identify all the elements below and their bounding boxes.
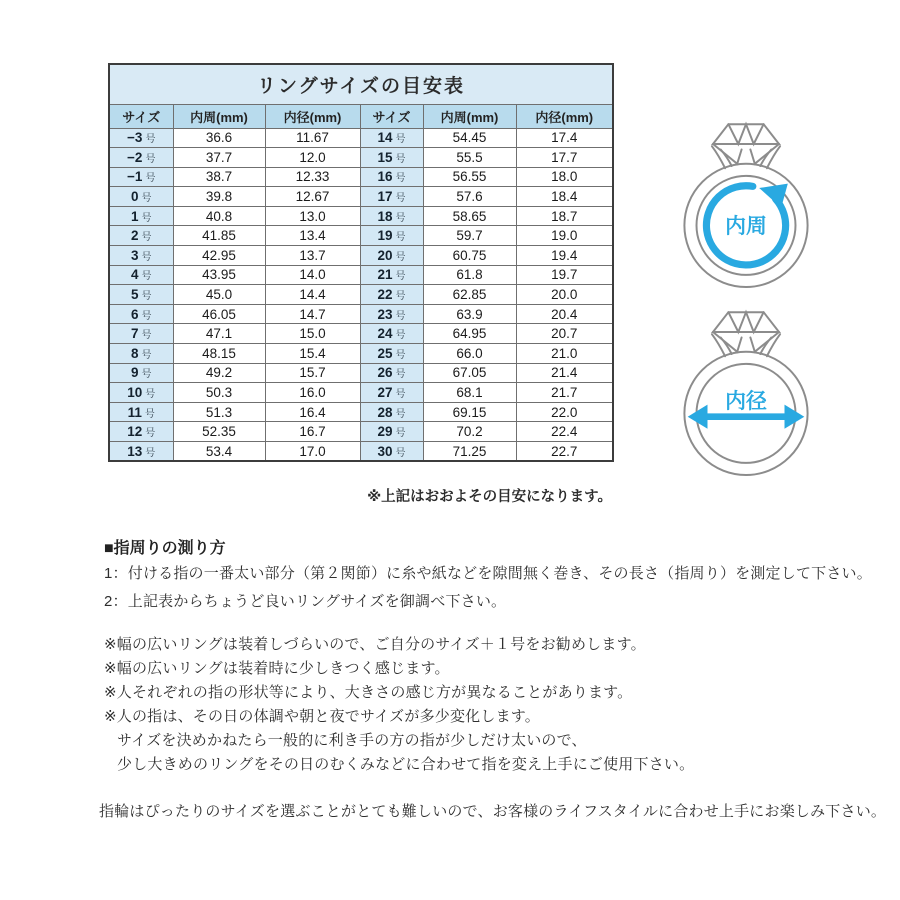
table-row (109, 128, 613, 148)
table-approximation-note: ※上記はおおよその目安になります。 (367, 489, 612, 505)
diameter-cell: 21.7 (516, 383, 613, 403)
diameter-cell: 14.7 (265, 304, 360, 324)
circumference-cell: 57.6 (423, 187, 516, 207)
circumference-cell: 59.7 (423, 226, 516, 246)
circumference-cell: 48.15 (173, 344, 265, 364)
size-cell: 22 号 (360, 285, 423, 305)
ring-icon (658, 307, 834, 489)
circumference-cell: 45.0 (173, 285, 265, 305)
caution-note-continued: 少し大きめのリングをその日のむくみなどに合わせて指を変え上手にご使用下さい。 (117, 756, 695, 773)
size-cell: 24 号 (360, 324, 423, 344)
diameter-cell: 16.4 (265, 402, 360, 422)
size-cell: −3 号 (109, 128, 173, 148)
circumference-cell: 37.7 (173, 148, 265, 168)
column-header-diameter: 内径(mm) (265, 104, 360, 128)
diameter-cell: 21.4 (516, 363, 613, 383)
diameter-cell: 22.0 (516, 402, 613, 422)
circumference-cell: 62.85 (423, 285, 516, 305)
circumference-cell: 41.85 (173, 226, 265, 246)
table-row (109, 383, 613, 403)
diamond-icon (713, 124, 779, 164)
diameter-cell: 22.7 (516, 442, 613, 462)
diameter-cell: 12.67 (265, 187, 360, 207)
size-cell: 12 号 (109, 422, 173, 442)
diameter-cell: 19.4 (516, 246, 613, 266)
diameter-cell: 18.7 (516, 206, 613, 226)
table-row (109, 344, 613, 364)
table-row (109, 422, 613, 442)
diameter-cell: 18.0 (516, 167, 613, 187)
diameter-cell: 13.7 (265, 246, 360, 266)
circumference-cell: 60.75 (423, 246, 516, 266)
diameter-cell: 12.33 (265, 167, 360, 187)
caution-note: ※幅の広いリングは装着時に少しきつく感じます。 (104, 660, 450, 677)
measuring-step: 1：付ける指の一番太い部分（第２関節）に糸や紙などを隙間無く巻き、その長さ（指周り）を測定して下さい。 (104, 565, 872, 582)
circumference-cell: 46.05 (173, 304, 265, 324)
size-cell: 23 号 (360, 304, 423, 324)
circumference-cell: 42.95 (173, 246, 265, 266)
size-cell: 3 号 (109, 246, 173, 266)
diameter-cell: 11.67 (265, 128, 360, 148)
size-cell: 1 号 (109, 206, 173, 226)
circumference-cell: 47.1 (173, 324, 265, 344)
circumference-cell: 69.15 (423, 402, 516, 422)
size-cell: 0 号 (109, 187, 173, 207)
circumference-cell: 66.0 (423, 344, 516, 364)
caution-note: ※幅の広いリングは装着しづらいので、ご自分のサイズ＋１号をお勧めします。 (104, 636, 646, 653)
diameter-cell: 18.4 (516, 187, 613, 207)
circumference-cell: 52.35 (173, 422, 265, 442)
circumference-cell: 61.8 (423, 265, 516, 285)
diameter-cell: 17.0 (265, 442, 360, 462)
diameter-cell: 20.0 (516, 285, 613, 305)
diameter-cell: 15.7 (265, 363, 360, 383)
size-cell: 27 号 (360, 383, 423, 403)
size-cell: −1 号 (109, 167, 173, 187)
circumference-cell: 39.8 (173, 187, 265, 207)
table-row (109, 363, 613, 383)
diameter-cell: 14.4 (265, 285, 360, 305)
size-cell: 10 号 (109, 383, 173, 403)
circumference-cell: 54.45 (423, 128, 516, 148)
circumference-label: 内周 (725, 215, 767, 239)
diameter-cell: 15.0 (265, 324, 360, 344)
circumference-cell: 63.9 (423, 304, 516, 324)
table-row (109, 285, 613, 305)
caution-note: ※人の指は、その日の体調や朝と夜でサイズが多少変化します。 (104, 708, 540, 725)
circumference-cell: 51.3 (173, 402, 265, 422)
size-cell: 30 号 (360, 442, 423, 462)
size-cell: 14 号 (360, 128, 423, 148)
diameter-label: 内径 (725, 389, 767, 413)
size-cell: 13 号 (109, 442, 173, 462)
diameter-cell: 22.4 (516, 422, 613, 442)
column-header-size: サイズ (360, 104, 423, 128)
size-cell: 18 号 (360, 206, 423, 226)
diameter-cell: 12.0 (265, 148, 360, 168)
diameter-cell: 19.0 (516, 226, 613, 246)
diameter-cell: 20.4 (516, 304, 613, 324)
circumference-cell: 43.95 (173, 265, 265, 285)
table-row (109, 442, 613, 462)
ring-size-chart (108, 63, 614, 462)
size-cell: 5 号 (109, 285, 173, 305)
size-cell: −2 号 (109, 148, 173, 168)
circumference-cell: 36.6 (173, 128, 265, 148)
circumference-cell: 40.8 (173, 206, 265, 226)
size-cell: 8 号 (109, 344, 173, 364)
footer-message: 指輪はぴったりのサイズを選ぶことがとても難しいので、お客様のライフスタイルに合わせ上手にお楽しみ下さい。 (99, 803, 887, 820)
table-row (109, 402, 613, 422)
table-row (109, 304, 613, 324)
size-cell: 19 号 (360, 226, 423, 246)
measuring-step: 2：上記表からちょうど良いリングサイズを御調べ下さい。 (104, 593, 507, 610)
column-header-diameter: 内径(mm) (516, 104, 613, 128)
size-cell: 29 号 (360, 422, 423, 442)
size-cell: 21 号 (360, 265, 423, 285)
table-row (109, 265, 613, 285)
circumference-cell: 58.65 (423, 206, 516, 226)
circumference-cell: 55.5 (423, 148, 516, 168)
diameter-cell: 16.0 (265, 383, 360, 403)
circumference-cell: 68.1 (423, 383, 516, 403)
diameter-cell: 14.0 (265, 265, 360, 285)
table-row (109, 148, 613, 168)
size-cell: 26 号 (360, 363, 423, 383)
caution-note-continued: サイズを決めかねたら一般的に利き手の方の指が少しだけ太いので、 (117, 732, 587, 749)
diameter-cell: 20.7 (516, 324, 613, 344)
circumference-cell: 71.25 (423, 442, 516, 462)
size-cell: 28 号 (360, 402, 423, 422)
ring-circumference-diagram (658, 119, 834, 301)
circumference-cell: 56.55 (423, 167, 516, 187)
size-cell: 17 号 (360, 187, 423, 207)
size-cell: 7 号 (109, 324, 173, 344)
ring-icon (658, 119, 834, 301)
size-cell: 9 号 (109, 363, 173, 383)
caution-note: ※人それぞれの指の形状等により、大きさの感じ方が異なることがあります。 (104, 684, 633, 701)
diameter-cell: 16.7 (265, 422, 360, 442)
table-row (109, 226, 613, 246)
size-cell: 6 号 (109, 304, 173, 324)
table-row (109, 167, 613, 187)
circumference-cell: 70.2 (423, 422, 516, 442)
circumference-cell: 67.05 (423, 363, 516, 383)
diameter-cell: 21.0 (516, 344, 613, 364)
table-title-row (109, 64, 613, 104)
size-cell: 20 号 (360, 246, 423, 266)
table-row (109, 206, 613, 226)
column-header-circumference: 内周(mm) (173, 104, 265, 128)
circumference-cell: 49.2 (173, 363, 265, 383)
diameter-cell: 17.4 (516, 128, 613, 148)
circumference-cell: 50.3 (173, 383, 265, 403)
table-row (109, 324, 613, 344)
diameter-cell: 19.7 (516, 265, 613, 285)
size-cell: 11 号 (109, 402, 173, 422)
ring-size-table-body (109, 128, 613, 461)
size-cell: 4 号 (109, 265, 173, 285)
diameter-cell: 17.7 (516, 148, 613, 168)
ring-diameter-diagram (658, 307, 834, 489)
diameter-cell: 13.0 (265, 206, 360, 226)
column-header-size: サイズ (109, 104, 173, 128)
table-title: リングサイズの目安表 (109, 64, 613, 104)
diameter-cell: 15.4 (265, 344, 360, 364)
circumference-cell: 38.7 (173, 167, 265, 187)
size-cell: 16 号 (360, 167, 423, 187)
diamond-icon (713, 312, 779, 352)
table-row (109, 187, 613, 207)
size-cell: 25 号 (360, 344, 423, 364)
diameter-cell: 13.4 (265, 226, 360, 246)
table-row (109, 246, 613, 266)
circumference-cell: 64.95 (423, 324, 516, 344)
measuring-section-heading: ■指周りの測り方 (104, 540, 226, 557)
column-header-circumference: 内周(mm) (423, 104, 516, 128)
ring-size-table (108, 63, 614, 462)
size-cell: 15 号 (360, 148, 423, 168)
table-header-row (109, 104, 613, 128)
circumference-cell: 53.4 (173, 442, 265, 462)
size-cell: 2 号 (109, 226, 173, 246)
